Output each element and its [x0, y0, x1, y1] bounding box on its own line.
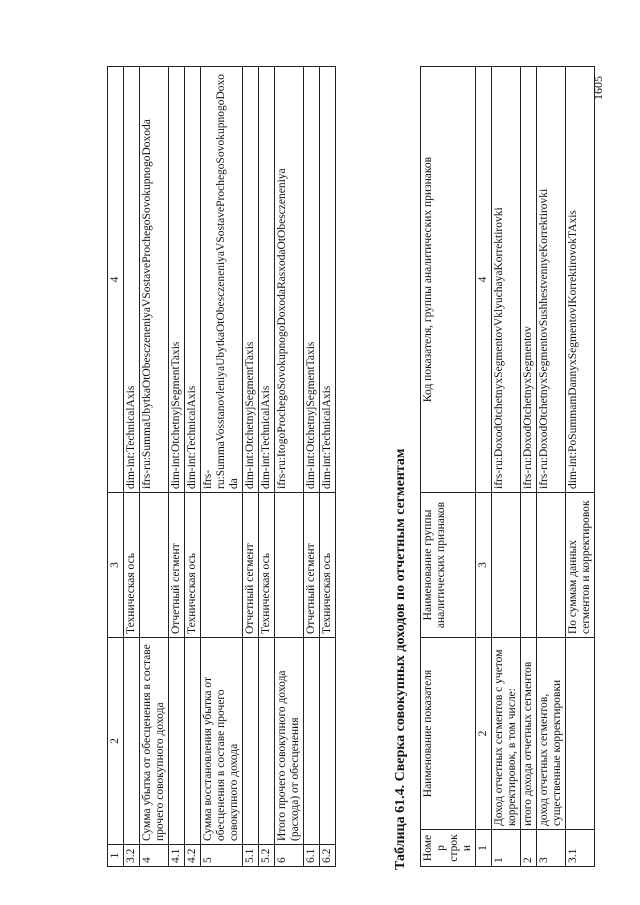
- row-group: Отчетный сегмент: [243, 493, 259, 638]
- row-group: [492, 493, 521, 638]
- header-cell: 2: [108, 638, 124, 845]
- row-name: [185, 638, 201, 845]
- table-row: [275, 67, 304, 867]
- table-row: [243, 67, 259, 867]
- row-number: 2: [521, 830, 537, 867]
- row-group: По суммам данных сегментов и корректировок: [566, 493, 595, 638]
- row-group: [140, 493, 169, 638]
- header-row-number: Номер строки: [421, 830, 476, 867]
- row-number: 3.1: [566, 830, 595, 867]
- row-group: [521, 493, 537, 638]
- table-row: [566, 67, 595, 867]
- row-code: dim-int:TechnicalAxis: [185, 67, 201, 493]
- table2-number-row: [476, 67, 492, 867]
- column-number: 4: [476, 67, 492, 493]
- row-name: [243, 638, 259, 845]
- table-row: [320, 67, 336, 867]
- row-code: ifrs-ru:DoxodOtchetnyxSegmentov: [521, 67, 537, 493]
- row-name: [566, 638, 595, 830]
- row-group: [537, 493, 566, 638]
- header-indicator-name: Наименование показателя: [421, 638, 476, 830]
- table-row: [492, 67, 521, 867]
- row-number: 3.2: [124, 845, 140, 867]
- table-row: [259, 67, 275, 867]
- table-row: [140, 67, 169, 867]
- table-row: [537, 67, 566, 867]
- row-name: [320, 638, 336, 845]
- row-group: Техническая ось: [259, 493, 275, 638]
- row-number: 4: [140, 845, 169, 867]
- row-number: 5.2: [259, 845, 275, 867]
- table2-header-row: [421, 67, 476, 867]
- header-cell: 1: [108, 845, 124, 867]
- row-code: ifrs-ru:DoxodOtchetnyxSegmentovSushhestvennyeKorrektirovki: [537, 67, 566, 493]
- row-group: Техническая ось: [124, 493, 140, 638]
- row-code: ifrs-ru:DoxodOtchetnyxSegmentovVklyuchayaKorrektirovki: [492, 67, 521, 493]
- header-cell: 4: [108, 67, 124, 493]
- table-row: [185, 67, 201, 867]
- header-cell: 3: [108, 493, 124, 638]
- header-group-name: Наименование группы аналитических признаков: [421, 493, 476, 638]
- row-group: Отчетный сегмент: [304, 493, 320, 638]
- row-number: 6.1: [304, 845, 320, 867]
- row-number: 3: [537, 830, 566, 867]
- row-code: dim-int:OtchetnyjSegmentTaxis: [243, 67, 259, 493]
- row-code: ifrs-ru:SummaUbytkaOtObesczeneniyaVSostaveProchegoSovokupnogoDoxoda: [140, 67, 169, 493]
- row-group: [201, 493, 243, 638]
- row-group: Техническая ось: [320, 493, 336, 638]
- table-row: [169, 67, 185, 867]
- column-number: 2: [476, 638, 492, 830]
- row-code: dim-int:OtchetnyjSegmentTaxis: [304, 67, 320, 493]
- row-code: ifrs-ru:ItogoProchegoSovokupnogoDoxodaRasxodaOtObesczeneniya: [275, 67, 304, 493]
- row-group: [275, 493, 304, 638]
- row-group: Отчетный сегмент: [169, 493, 185, 638]
- row-name: [259, 638, 275, 845]
- table-row: [201, 67, 243, 867]
- table-segment-impairment: [107, 66, 336, 867]
- row-name: Итого прочего совокупного дохода (расхода) от обесценения: [275, 638, 304, 845]
- row-name: итого дохода отчетных сегментов: [521, 638, 537, 830]
- table-caption: Таблица 61.4. Сверка совокупных доходов по отчетным сегментам: [393, 448, 408, 870]
- row-name: [124, 638, 140, 845]
- row-number: 4.2: [185, 845, 201, 867]
- table-segment-reconciliation: [420, 66, 595, 867]
- row-name: доход отчетных сегментов, существенные корректировки: [537, 638, 566, 830]
- row-number: 5.1: [243, 845, 259, 867]
- column-number: 1: [476, 830, 492, 867]
- row-name: [169, 638, 185, 845]
- row-number: 5: [201, 845, 243, 867]
- row-group: Техническая ось: [185, 493, 201, 638]
- page-number: 1605: [591, 76, 605, 100]
- row-code: dim-int:TechnicalAxis: [259, 67, 275, 493]
- row-name: Доход отчетных сегментов с учетом корректировок, в том числе:: [492, 638, 521, 830]
- row-number: 6.2: [320, 845, 336, 867]
- row-code: dim-int:OtchetnyjSegmentTaxis: [169, 67, 185, 493]
- row-name: Сумма восстановления убытка от обесценения в составе прочего совокупного дохода: [201, 638, 243, 845]
- row-code: dim-int:TechnicalAxis: [124, 67, 140, 493]
- row-name: Сумма убытка от обесценения в составе прочего совокупного дохода: [140, 638, 169, 845]
- table1-header-row: [108, 67, 124, 867]
- row-number: 6: [275, 845, 304, 867]
- row-code: ifrs-ru:SummaVosstanovleniyaUbytkaOtObesczeneniyaVSostaveProchegoSovokupnogoDoxoda: [201, 67, 243, 493]
- row-number: 4.1: [169, 845, 185, 867]
- table-row: [124, 67, 140, 867]
- column-number: 3: [476, 493, 492, 638]
- table-row: [521, 67, 537, 867]
- row-code: dim-int:PoSummamDannyxSegmentovIKorrektirovokTAxis: [566, 67, 595, 493]
- row-code: dim-int:TechnicalAxis: [320, 67, 336, 493]
- header-code: Код показателя, группы аналитических признаков: [421, 67, 476, 493]
- table-row: [304, 67, 320, 867]
- row-number: 1: [492, 830, 521, 867]
- row-name: [304, 638, 320, 845]
